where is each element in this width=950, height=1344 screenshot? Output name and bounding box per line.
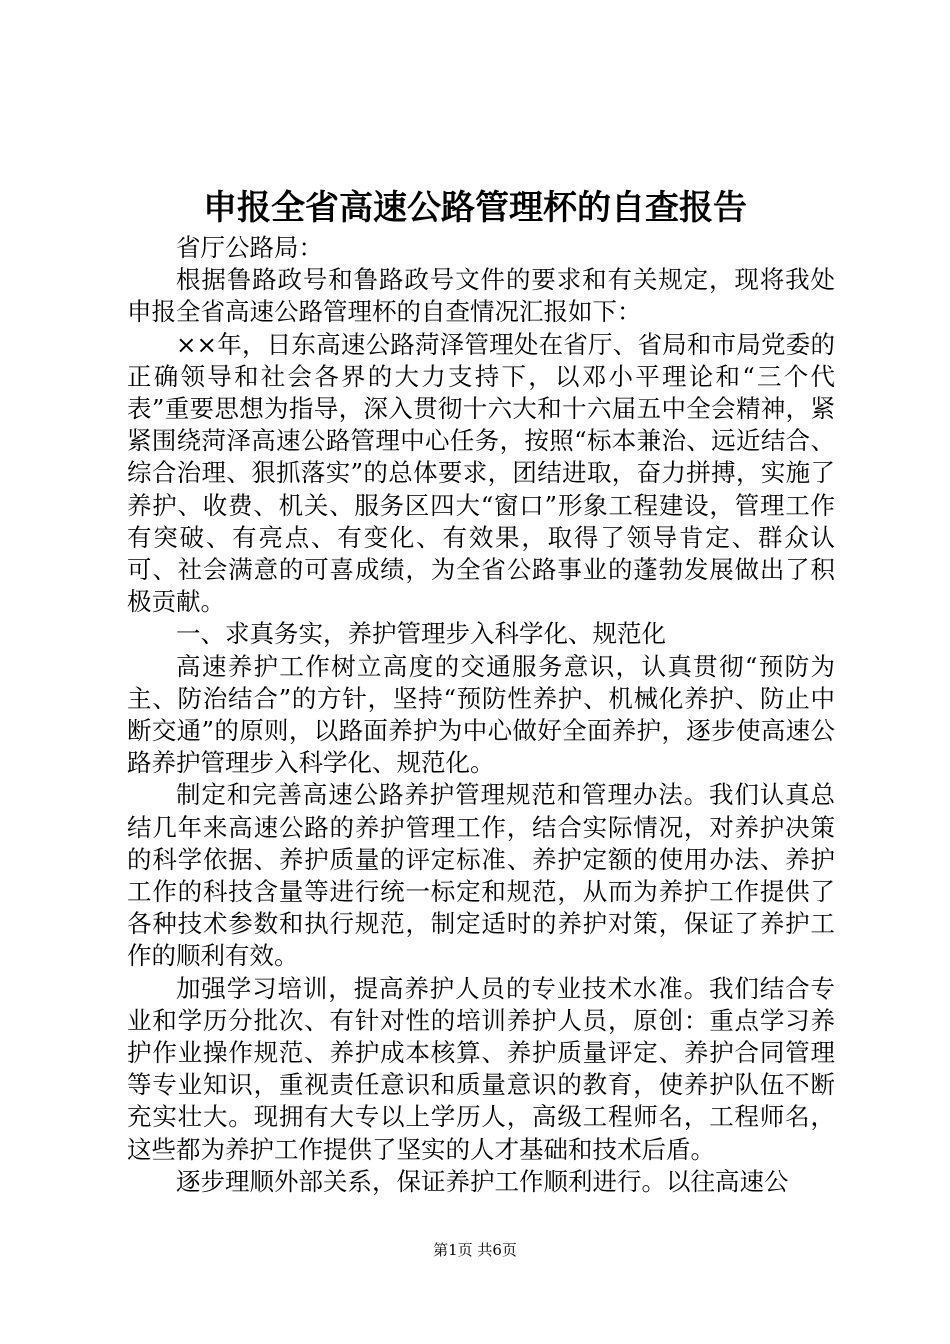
paragraph: 高速养护工作树立高度的交通服务意识，认真贯彻“预防为主、防治结合”的方针，坚持“预防性养护、机械化养护、防止中断交通”的原则，以路面养护为中心做好全面养护，逐步使高速公路养护管理步入科学化、规范化。 xyxy=(127,651,835,778)
document-body xyxy=(127,232,835,1198)
paragraph: 逐步理顺外部关系，保证养护工作顺利进行。以往高速公 xyxy=(176,1166,789,1196)
paragraph: 根据鲁路政号和鲁路政号文件的要求和有关规定，现将我处申报全省高速公路管理杯的自查情况汇报如下： xyxy=(127,265,835,327)
document-title: 申报全省高速公路管理杯的自查报告 xyxy=(203,188,747,228)
page-footer: 第1页 共6页 xyxy=(433,1241,517,1259)
section-heading: 一、求真务实，养护管理步入科学化、规范化 xyxy=(176,619,666,649)
paragraph: ××年，日东高速公路菏泽管理处在省厅、省局和市局党委的正确领导和社会各界的大力支持下，以邓小平理论和“三个代表”重要思想为指导，深入贯彻十六大和十六届五中全会精神，紧紧围绕菏泽高速公路管理中心任务，按照“标本兼治、远近结合、综合治理、狠抓落实”的总体要求，团结进取，奋力拼搏，实施了养护、收费、机关、服务区四大“窗口”形象工程建设，管理工作有突破、有亮点、有变化、有效果，取得了领导肯定、群众认可、社会满意的可喜成绩，为全省公路事业的蓬勃发展做出了积极贡献。 xyxy=(127,329,835,617)
salutation: 省厅公路局： xyxy=(176,233,323,262)
paragraph: 加强学习培训，提高养护人员的专业技术水准。我们结合专业和学历分批次、有针对性的培训养护人员，原创：重点学习养护作业操作规范、养护成本核算、养护质量评定、养护合同管理等专业知识，重视责任意识和质量意识的教育，使养护队伍不断充实壮大。现拥有大专以上学历人，高级工程师名，工程师名，这些都为养护工作提供了坚实的人才基础和技术后盾。 xyxy=(127,973,835,1164)
paragraph: 制定和完善高速公路养护管理规范和管理办法。我们认真总结几年来高速公路的养护管理工作，结合实际情况，对养护决策的科学依据、养护质量的评定标准、养护定额的使用办法、养护工作的科技含量等进行统一标定和规范，从而为养护工作提供了各种技术参数和执行规范，制定适时的养护对策，保证了养护工作的顺利有效。 xyxy=(127,780,835,971)
